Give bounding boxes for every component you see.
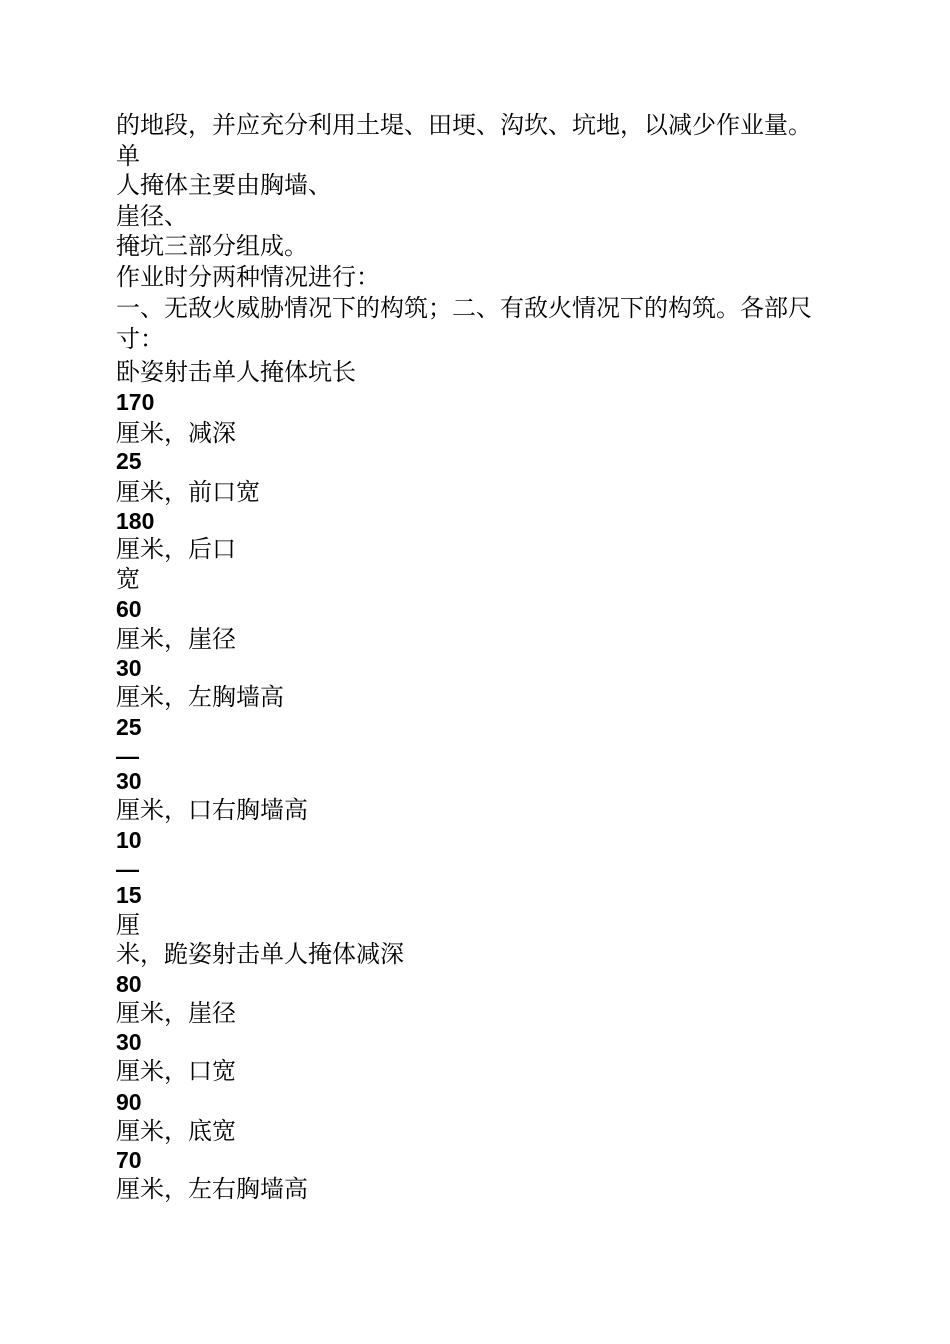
text-line: 一、无敌火威胁情况下的构筑；二、有敌火情况下的构筑。各部尺 (116, 294, 812, 322)
text-line: 厘米，减深 (116, 419, 236, 447)
text-line: 宽 (116, 565, 140, 593)
text-line: 厘米，崖径 (116, 625, 236, 653)
text-line: 10 (116, 827, 142, 853)
text-line: 卧姿射击单人掩体坑长 (116, 358, 356, 386)
text-line: 30 (116, 1029, 142, 1055)
text-line: 厘米，前口宽 (116, 478, 260, 506)
text-line: — (116, 856, 139, 882)
text-line: 25 (116, 448, 142, 474)
text-line: 60 (116, 596, 142, 622)
text-line: 厘米，左胸墙高 (116, 683, 284, 711)
text-line: 170 (116, 389, 155, 415)
text-line: 厘米，左右胸墙高 (116, 1175, 308, 1203)
text-line: 90 (116, 1089, 142, 1115)
text-line: 30 (116, 768, 142, 794)
text-line: 180 (116, 508, 155, 534)
text-line: 70 (116, 1147, 142, 1173)
text-line: 25 (116, 714, 142, 740)
text-line: 厘米，口宽 (116, 1057, 236, 1085)
text-line: 厘米，后口 (116, 535, 236, 563)
text-line: 的地段，并应充分利用土堤、田埂、沟坎、坑地，以减少作业量。 (116, 111, 812, 139)
text-line: — (116, 743, 139, 769)
text-line: 厘米，底宽 (116, 1117, 236, 1145)
text-line: 30 (116, 655, 142, 681)
text-line: 崖径、 (116, 202, 188, 230)
text-line: 作业时分两种情况进行： (116, 263, 380, 291)
text-line: 厘米，口右胸墙高 (116, 796, 308, 824)
text-line: 80 (116, 971, 142, 997)
text-line: 寸： (116, 325, 164, 353)
text-line: 单 (116, 142, 140, 170)
text-line: 15 (116, 882, 142, 908)
text-line: 米，跪姿射击单人掩体减深 (116, 940, 404, 968)
text-line: 人掩体主要由胸墙、 (116, 171, 332, 199)
text-line: 厘 (116, 911, 140, 939)
text-line: 厘米，崖径 (116, 999, 236, 1027)
text-line: 掩坑三部分组成。 (116, 232, 308, 260)
